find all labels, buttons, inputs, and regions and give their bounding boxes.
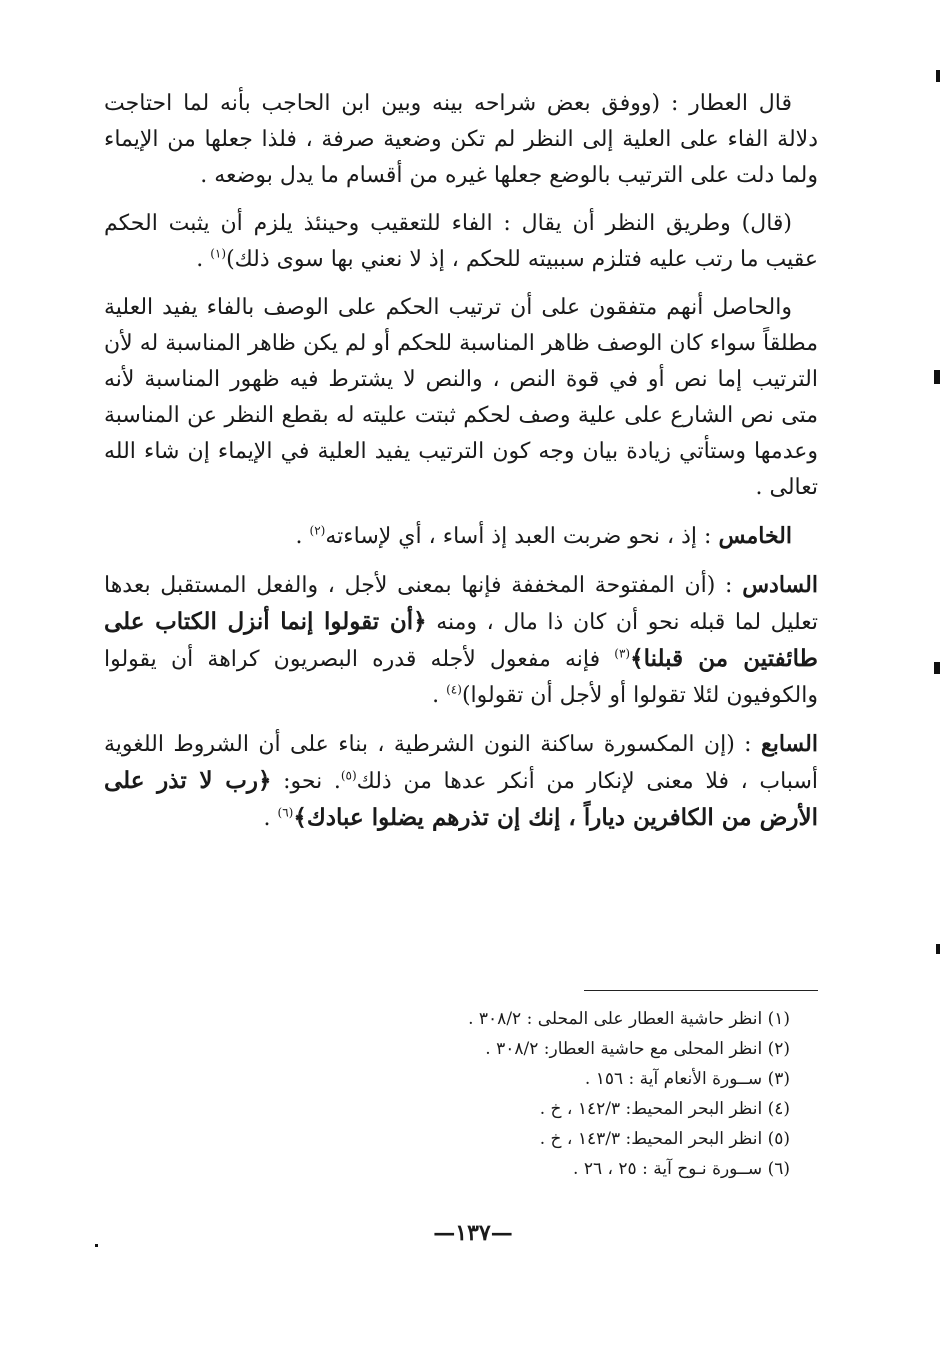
paragraph-text: (قال) وطريق النظر أن يقال : الفاء للتعقيب وحينئذ يلزم أن يثبت الحكم عقيب ما رتب عليه فتلزم سببيته للحكم ، إذ لا نعني بها سوى ذلك) bbox=[104, 211, 818, 272]
footnote-ref: (١) bbox=[210, 246, 227, 261]
scan-mark bbox=[95, 1244, 98, 1247]
footnotes bbox=[420, 1004, 790, 1184]
footnote-5: (٥) انظر البحر المحيط: ١٤٣/٣ ، خ . bbox=[539, 1129, 790, 1149]
footnote-ref: (٢) bbox=[309, 523, 326, 538]
footnote-4: (٤) انظر البحر المحيط: ١٤٢/٣ ، خ . bbox=[539, 1099, 790, 1119]
scan-mark bbox=[936, 70, 940, 82]
paragraph-text: قال العطار : (ووفق بعض شراحه بينه وبين ابن الحاجب بأنه لما احتاجت دلالة الفاء على العلية إلى النظر لم تكن وضعية صرفة ، فلذا جعلها من الإيماء ولما دلت على الترتيب بالوضع جعلها غيره من أقسام ما يدل بوضعه . bbox=[104, 91, 818, 188]
scan-mark bbox=[936, 944, 940, 954]
page-number: —١٣٧— bbox=[433, 1220, 513, 1246]
footnote-2: (٢) انظر المحلى مع حاشية العطار: ٣٠٨/٢ . bbox=[485, 1039, 790, 1059]
footnote-separator bbox=[584, 990, 818, 991]
paragraph-text: : (إن المكسورة ساكنة النون الشرطية ، بناء على أن الشروط اللغوية أسباب ، فلا معنى لإنكار من أنكر عدها من ذلك bbox=[104, 732, 818, 794]
footnote-6: (٦) ســورة نـوح آية : ٢٥ ، ٢٦ . bbox=[573, 1159, 790, 1179]
paragraph-text: والحاصل أنهم متفقون على أن ترتيب الحكم على الوصف بالفاء يفيد العلية مطلقاً سواء كان الوصف ظاهر المناسبة للحكم أو لم يكن ظاهر المناسبة له لأن الترتيب إما نص أو في قوة النص ، والنص لا يشترط فيه ظهور المناسبة لأنه متى نص الشارع على علية وصف لحكم ثبتت عليته له بقطع النظر عن المناسبة وعدمها وستأتي زيادة بيان وجه كون الترتيب يفيد العلية في الإيماء إن شاء الله تعالى . bbox=[104, 295, 818, 500]
paragraph-sixth bbox=[104, 567, 818, 714]
footnote-ref: (٤) bbox=[446, 682, 462, 697]
section-heading-seventh: السابع bbox=[761, 731, 818, 757]
main-text bbox=[104, 86, 818, 849]
paragraph-text: : إذ ، نحو ضربت العبد إذ أساء ، أي لإساءته bbox=[325, 524, 719, 549]
paragraph-seventh bbox=[104, 726, 818, 837]
paragraph-end: . bbox=[432, 683, 447, 708]
footnote-ref: (٦) bbox=[277, 805, 294, 820]
quran-verse: ﴿رب لا تذر على الأرض من الكافرين دياراً ، إنك إن تذرهم يضلوا عبادك﴾ bbox=[104, 767, 818, 831]
footnote-ref: (٣) bbox=[614, 646, 631, 661]
scan-mark bbox=[934, 370, 940, 384]
footnote-ref: (٥) bbox=[340, 768, 357, 783]
paragraph-tail: . bbox=[196, 247, 211, 272]
paragraph-fifth bbox=[104, 518, 818, 555]
section-heading-fifth: الخامس bbox=[718, 523, 792, 549]
paragraph-tail: . bbox=[295, 524, 310, 549]
section-heading-sixth: السادس bbox=[742, 572, 818, 598]
scan-mark bbox=[934, 662, 940, 674]
paragraph-attar-quote bbox=[104, 86, 818, 194]
paragraph-end: . bbox=[263, 806, 278, 831]
paragraph-text-continued: فإنه مفعول لأجله قدره البصريون كراهة أن يقولوا والكوفيون لئلا تقولوا أو لأجل أن تقولوا) bbox=[104, 647, 818, 708]
paragraph-text-continued: . نحو: bbox=[271, 769, 341, 794]
paragraph-text: : (أن المفتوحة المخففة فإنها بمعنى لأجل ، والفعل المستقبل بعدها تعليل لما قبله نحو أن كان ذا مال ، ومنه bbox=[104, 573, 818, 635]
paragraph-nazar-method bbox=[104, 206, 818, 278]
quran-verse: ﴿أن تقولوا إنما أنزل الكتاب على طائفتين من قبلنا﴾ bbox=[104, 608, 818, 672]
paragraph-summary bbox=[104, 290, 818, 506]
footnote-1: (١) انظر حاشية العطار على المحلى : ٣٠٨/٢ . bbox=[468, 1009, 790, 1029]
footnote-3: (٣) ســورة الأنعام آية : ١٥٦ . bbox=[584, 1069, 790, 1089]
